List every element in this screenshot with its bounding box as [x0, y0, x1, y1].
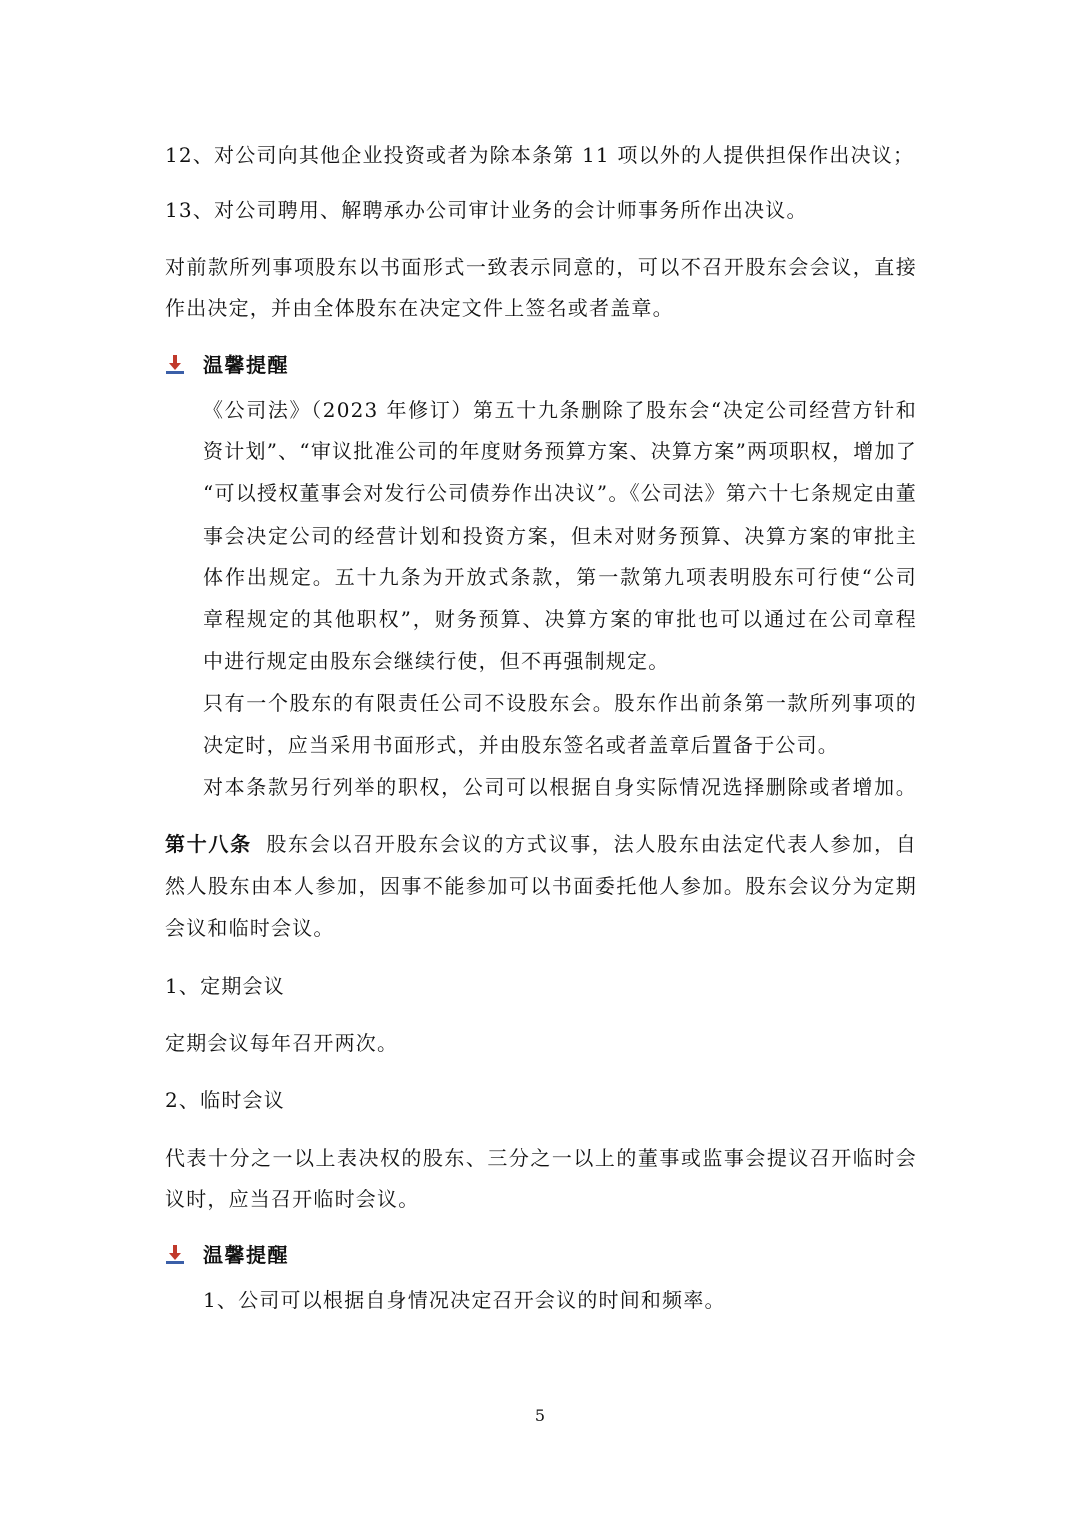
item-12: 12、对公司向其他企业投资或者为除本条第 11 项以外的人提供担保作出决议； — [165, 143, 915, 167]
article-18-text-1: 股东会以召开股东会议的方式议事，法人股东由法定代表人参加，自 — [265, 832, 917, 856]
tip1-line-9: 决定时，应当采用书面形式，并由股东签名或者盖章后置备于公司。 — [203, 733, 839, 757]
interim-meeting-line-2: 议时，应当召开临时会议。 — [165, 1187, 420, 1211]
interim-meeting-heading: 2、临时会议 — [165, 1088, 285, 1112]
tip1-line-5: 体作出规定。五十九条为开放式条款，第一款第九项表明股东可行使“公司 — [203, 565, 917, 589]
article-18-line-1 — [165, 830, 917, 858]
article-18-line-3: 会议和临时会议。 — [165, 916, 335, 940]
regular-meeting-heading: 1、定期会议 — [165, 974, 285, 998]
tip1-line-1: 《公司法》（2023 年修订）第五十九条删除了股东会“决定公司经营方针和 — [203, 398, 917, 422]
article-18-line-2: 然人股东由本人参加，因事不能参加可以书面委托他人参加。股东会议分为定期 — [165, 874, 917, 898]
page-number: 5 — [534, 1406, 546, 1425]
tip1-line-6: 章程规定的其他职权”，财务预算、决算方案的审批也可以通过在公司章程 — [203, 607, 917, 631]
tip2-line-1: 1、公司可以根据自身情况决定召开会议的时间和频率。 — [203, 1288, 726, 1312]
tip1-line-8: 只有一个股东的有限责任公司不设股东会。股东作出前条第一款所列事项的 — [203, 691, 917, 715]
interim-meeting-line-1: 代表十分之一以上表决权的股东、三分之一以上的董事或监事会提议召开临时会 — [165, 1146, 917, 1170]
written-consent-line-1: 对前款所列事项股东以书面形式一致表示同意的，可以不召开股东会会议，直接 — [165, 255, 917, 279]
regular-meeting-text: 定期会议每年召开两次。 — [165, 1031, 399, 1055]
tip-heading-1 — [165, 350, 289, 380]
arrow-down-icon — [165, 1244, 185, 1266]
written-consent-line-2: 作出决定，并由全体股东在决定文件上签名或者盖章。 — [165, 296, 674, 320]
tip1-line-7: 中进行规定由股东会继续行使，但不再强制规定。 — [203, 649, 670, 673]
tip-title: 温馨提醒 — [203, 1243, 289, 1267]
tip-title: 温馨提醒 — [203, 353, 289, 377]
tip1-line-2: 资计划”、“审议批准公司的年度财务预算方案、决算方案”两项职权，增加了 — [203, 439, 917, 463]
article-18-label: 第十八条 — [165, 832, 252, 856]
tip1-line-4: 事会决定公司的经营计划和投资方案，但未对财务预算、决算方案的审批主 — [203, 524, 917, 548]
tip1-line-10: 对本条款另行列举的职权，公司可以根据自身实际情况选择删除或者增加。 — [203, 775, 917, 799]
arrow-down-icon — [165, 354, 185, 376]
tip1-line-3: “可以授权董事会对发行公司债券作出决议”。《公司法》第六十七条规定由董 — [203, 481, 917, 505]
item-13: 13、对公司聘用、解聘承办公司审计业务的会计师事务所作出决议。 — [165, 198, 808, 222]
tip-heading-2 — [165, 1240, 289, 1270]
